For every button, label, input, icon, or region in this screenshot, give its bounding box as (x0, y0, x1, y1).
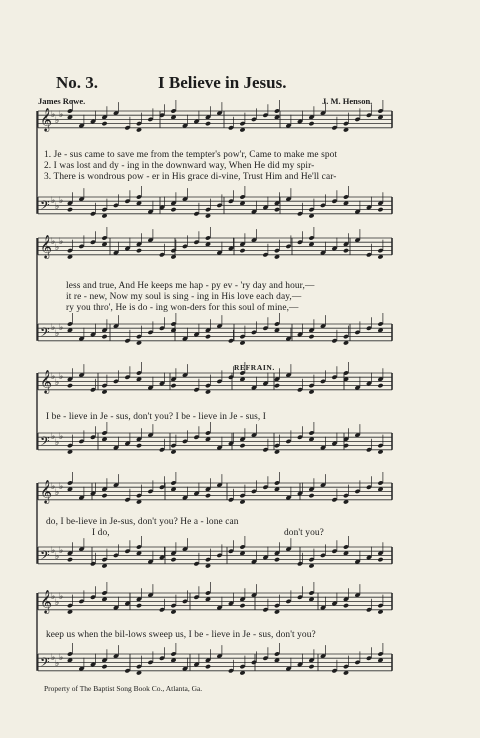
flat-sign-icon: ♭ (59, 323, 64, 333)
note-head (274, 207, 280, 212)
bass-clef-icon: 𝄢 (40, 198, 50, 216)
treble-clef-icon: 𝄞 (40, 107, 52, 131)
flat-sign-icon: ♭ (51, 592, 56, 602)
flat-sign-icon: ♭ (59, 110, 64, 120)
refrain-line3-lyrics: keep us when the bil-lows sweep us, I be - lieve in Je - sus, don't you? (46, 630, 316, 640)
note-head (101, 493, 107, 498)
note-head (67, 207, 73, 212)
note-head (170, 383, 176, 388)
note-head (239, 248, 245, 253)
note-head (205, 664, 211, 669)
system1-verse2-lyrics: 2. I was lost and dy - ing in the downward way, When He did my spir- (44, 161, 315, 171)
flat-sign-icon: ♭ (59, 546, 64, 556)
note-head (308, 493, 314, 498)
bass-clef-icon: 𝄢 (40, 325, 50, 343)
flat-sign-icon: ♭ (55, 488, 60, 498)
composer-credit: J. M. Henson. (322, 96, 373, 106)
refrain-line2-echo-2: don't you? (284, 528, 324, 538)
flat-sign-icon: ♭ (51, 196, 56, 206)
publisher-footer: Property of The Baptist Song Book Co., Atlanta, Ga. (44, 684, 203, 693)
flat-sign-icon: ♭ (51, 110, 56, 120)
treble-clef-icon: 𝄞 (40, 369, 52, 393)
system2-verse2-lyrics: it re - new, Now my soul is sing - ing in His love each day,— (66, 292, 302, 302)
flat-sign-icon: ♭ (51, 546, 56, 556)
note-head (205, 493, 211, 498)
refrain-label: REFRAIN. (234, 363, 275, 372)
note-head (67, 557, 73, 562)
note-head (308, 334, 314, 339)
note-head (101, 664, 107, 669)
flat-sign-icon: ♭ (59, 653, 64, 663)
flat-sign-icon: ♭ (55, 329, 60, 339)
flat-sign-icon: ♭ (51, 482, 56, 492)
treble-clef-icon: 𝄞 (40, 589, 52, 613)
note-head (136, 443, 142, 448)
note-head (170, 207, 176, 212)
flat-sign-icon: ♭ (55, 202, 60, 212)
flat-sign-icon: ♭ (51, 432, 56, 442)
flat-sign-icon: ♭ (55, 659, 60, 669)
flat-sign-icon: ♭ (59, 592, 64, 602)
note-head (205, 334, 211, 339)
note-head (377, 383, 383, 388)
treble-clef-icon: 𝄞 (40, 234, 52, 258)
flat-sign-icon: ♭ (59, 482, 64, 492)
system1-verse1-lyrics: 1. Je - sus came to save me from the tempter's pow'r, Came to make me spot (44, 150, 338, 160)
treble-clef-icon: 𝄞 (40, 479, 52, 503)
flat-sign-icon: ♭ (55, 552, 60, 562)
flat-sign-icon: ♭ (51, 653, 56, 663)
note-head (67, 383, 73, 388)
refrain-line2-echo-1: I do, (92, 528, 110, 538)
system2-verse1-lyrics: less and true, And He keeps me hap - py ev - 'ry day and hour,— (66, 281, 315, 291)
system2-verse3-lyrics: ry you thro', He is do - ing won-ders for this soul of mine,— (66, 303, 299, 313)
note-head (343, 248, 349, 253)
note-head (308, 121, 314, 126)
flat-sign-icon: ♭ (51, 237, 56, 247)
bass-clef-icon: 𝄢 (40, 434, 50, 452)
note-head (170, 557, 176, 562)
note-head (377, 207, 383, 212)
note-head (239, 603, 245, 608)
note-head (136, 248, 142, 253)
flat-sign-icon: ♭ (51, 372, 56, 382)
flat-sign-icon: ♭ (59, 372, 64, 382)
note-head (274, 557, 280, 562)
note-head (343, 603, 349, 608)
flat-sign-icon: ♭ (55, 243, 60, 253)
bass-clef-icon: 𝄢 (40, 655, 50, 673)
flat-sign-icon: ♭ (59, 237, 64, 247)
flat-sign-icon: ♭ (55, 116, 60, 126)
note-head (101, 121, 107, 126)
flat-sign-icon: ♭ (59, 196, 64, 206)
note-head (239, 443, 245, 448)
refrain-line2-lyrics: do, I be-lieve in Je-sus, don't you? He a - lone can (46, 517, 239, 527)
hymn-number: No. 3. (56, 73, 99, 92)
note-head (101, 334, 107, 339)
flat-sign-icon: ♭ (51, 323, 56, 333)
system1-verse3-lyrics: 3. There is wondrous pow - er in His grace di-vine, Trust Him and He'll car- (44, 172, 337, 182)
flat-sign-icon: ♭ (55, 598, 60, 608)
lyricist-credit: James Rowe. (38, 96, 86, 106)
refrain-line1-lyrics: I be - lieve in Je - sus, don't you? I be - lieve in Je - sus, I (46, 412, 267, 422)
hymn-title: I Believe in Jesus. (158, 73, 287, 92)
flat-sign-icon: ♭ (59, 432, 64, 442)
note-head (205, 121, 211, 126)
flat-sign-icon: ♭ (55, 378, 60, 388)
note-head (377, 557, 383, 562)
flat-sign-icon: ♭ (55, 438, 60, 448)
bass-clef-icon: 𝄢 (40, 548, 50, 566)
note-head (274, 383, 280, 388)
note-head (308, 664, 314, 669)
note-head (136, 603, 142, 608)
